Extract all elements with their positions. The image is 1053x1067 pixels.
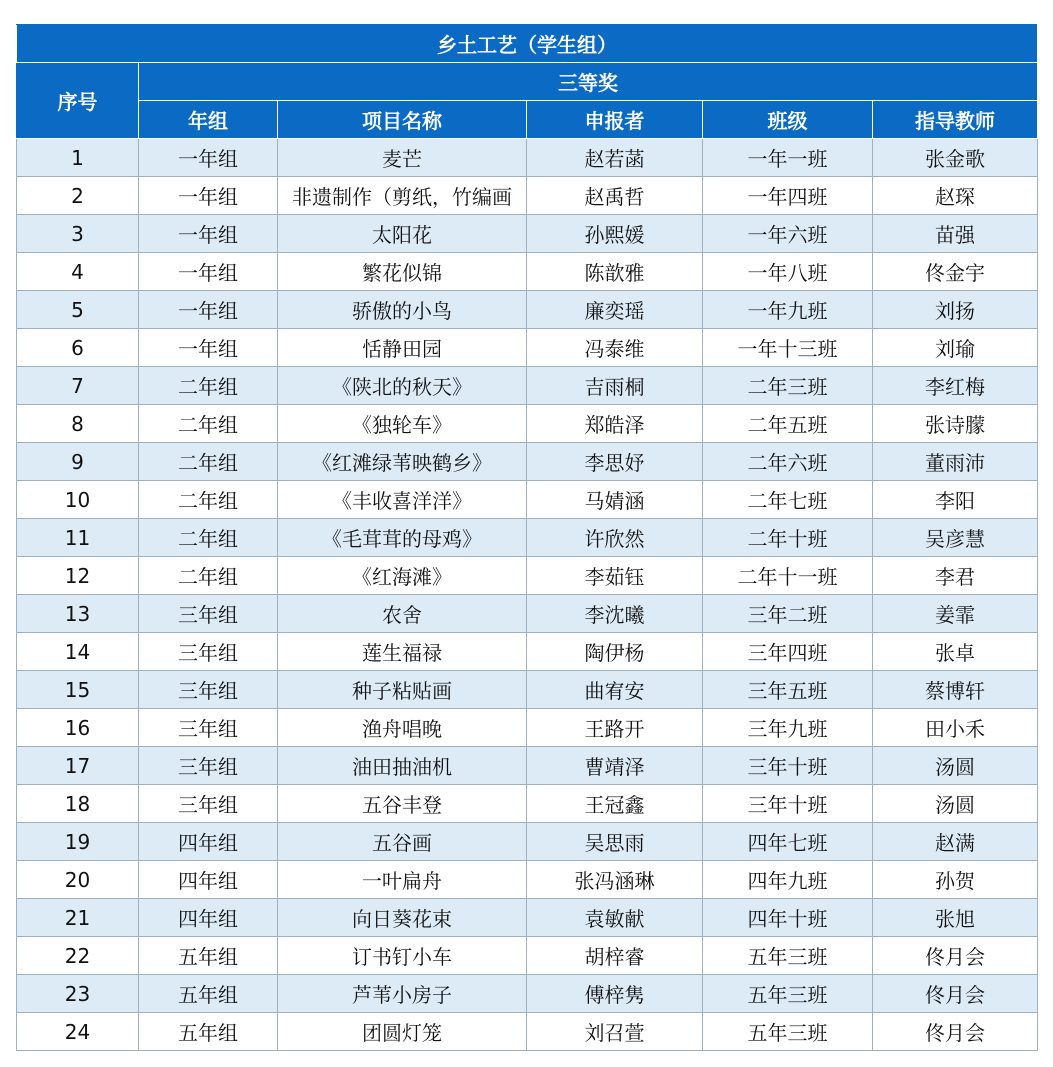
table-row [17, 785, 1038, 823]
cell-teacher: 蔡博轩 [873, 671, 1038, 709]
cell-index: 6 [17, 329, 139, 367]
table-row [17, 747, 1038, 785]
cell-applicant: 曹靖泽 [527, 747, 703, 785]
table-row [17, 633, 1038, 671]
cell-index: 17 [17, 747, 139, 785]
cell-class: 三年十班 [703, 747, 873, 785]
cell-index: 9 [17, 443, 139, 481]
table-row [17, 937, 1038, 975]
cell-teacher: 张卓 [873, 633, 1038, 671]
table-row [17, 709, 1038, 747]
cell-grade-group: 一年组 [139, 253, 278, 291]
cell-applicant: 胡梓睿 [527, 937, 703, 975]
cell-index: 1 [17, 139, 139, 177]
cell-project: 油田抽油机 [278, 747, 527, 785]
cell-applicant: 许欣然 [527, 519, 703, 557]
cell-grade-group: 四年组 [139, 899, 278, 937]
cell-project: 渔舟唱晚 [278, 709, 527, 747]
cell-grade-group: 三年组 [139, 785, 278, 823]
award-table-sheet [16, 24, 1037, 1051]
header-grade-group: 年组 [139, 101, 278, 139]
cell-project: 团圆灯笼 [278, 1013, 527, 1051]
cell-applicant: 冯泰维 [527, 329, 703, 367]
cell-grade-group: 一年组 [139, 139, 278, 177]
cell-applicant: 曲宥安 [527, 671, 703, 709]
cell-grade-group: 一年组 [139, 329, 278, 367]
cell-class: 三年二班 [703, 595, 873, 633]
cell-applicant: 袁敏献 [527, 899, 703, 937]
table-row [17, 519, 1038, 557]
cell-teacher: 赵满 [873, 823, 1038, 861]
cell-project: 繁花似锦 [278, 253, 527, 291]
cell-applicant: 李思妤 [527, 443, 703, 481]
cell-project: 《毛茸茸的母鸡》 [278, 519, 527, 557]
cell-grade-group: 三年组 [139, 633, 278, 671]
cell-teacher: 汤圆 [873, 747, 1038, 785]
cell-applicant: 孙熙媛 [527, 215, 703, 253]
header-teacher: 指导教师 [873, 101, 1038, 139]
cell-applicant: 赵若菡 [527, 139, 703, 177]
table-row [17, 253, 1038, 291]
cell-class: 三年四班 [703, 633, 873, 671]
cell-index: 4 [17, 253, 139, 291]
cell-class: 一年十三班 [703, 329, 873, 367]
cell-teacher: 张旭 [873, 899, 1038, 937]
cell-index: 18 [17, 785, 139, 823]
cell-class: 四年七班 [703, 823, 873, 861]
table-row [17, 215, 1038, 253]
table-row [17, 405, 1038, 443]
cell-index: 23 [17, 975, 139, 1013]
cell-class: 一年九班 [703, 291, 873, 329]
cell-project: 一叶扁舟 [278, 861, 527, 899]
cell-teacher: 汤圆 [873, 785, 1038, 823]
cell-applicant: 刘召萱 [527, 1013, 703, 1051]
cell-index: 20 [17, 861, 139, 899]
cell-teacher: 田小禾 [873, 709, 1038, 747]
cell-grade-group: 二年组 [139, 519, 278, 557]
cell-applicant: 张冯涵琳 [527, 861, 703, 899]
cell-teacher: 孙贺 [873, 861, 1038, 899]
cell-class: 四年九班 [703, 861, 873, 899]
cell-grade-group: 三年组 [139, 747, 278, 785]
cell-index: 3 [17, 215, 139, 253]
cell-applicant: 赵禹哲 [527, 177, 703, 215]
cell-index: 13 [17, 595, 139, 633]
cell-applicant: 王路开 [527, 709, 703, 747]
cell-class: 一年八班 [703, 253, 873, 291]
cell-teacher: 苗强 [873, 215, 1038, 253]
cell-index: 7 [17, 367, 139, 405]
cell-index: 24 [17, 1013, 139, 1051]
cell-project: 太阳花 [278, 215, 527, 253]
cell-teacher: 刘瑜 [873, 329, 1038, 367]
cell-class: 一年一班 [703, 139, 873, 177]
cell-project: 向日葵花束 [278, 899, 527, 937]
table-row [17, 443, 1038, 481]
cell-applicant: 李沈曦 [527, 595, 703, 633]
cell-grade-group: 二年组 [139, 405, 278, 443]
table-title: 乡土工艺（学生组） [17, 25, 1038, 63]
cell-applicant: 廉奕瑶 [527, 291, 703, 329]
cell-grade-group: 二年组 [139, 557, 278, 595]
cell-grade-group: 二年组 [139, 443, 278, 481]
cell-class: 二年十班 [703, 519, 873, 557]
table-row [17, 1013, 1038, 1051]
cell-project: 恬静田园 [278, 329, 527, 367]
cell-index: 22 [17, 937, 139, 975]
table-row [17, 177, 1038, 215]
cell-class: 二年十一班 [703, 557, 873, 595]
cell-class: 二年五班 [703, 405, 873, 443]
cell-teacher: 董雨沛 [873, 443, 1038, 481]
cell-applicant: 吉雨桐 [527, 367, 703, 405]
cell-project: 《红海滩》 [278, 557, 527, 595]
cell-grade-group: 四年组 [139, 861, 278, 899]
header-project: 项目名称 [278, 101, 527, 139]
cell-project: 莲生福禄 [278, 633, 527, 671]
table-row [17, 367, 1038, 405]
cell-teacher: 姜霏 [873, 595, 1038, 633]
cell-class: 三年十班 [703, 785, 873, 823]
header-class: 班级 [703, 101, 873, 139]
cell-index: 14 [17, 633, 139, 671]
cell-index: 8 [17, 405, 139, 443]
cell-project: 《丰收喜洋洋》 [278, 481, 527, 519]
cell-grade-group: 二年组 [139, 367, 278, 405]
cell-teacher: 张诗朦 [873, 405, 1038, 443]
cell-project: 麦芒 [278, 139, 527, 177]
header-index: 序号 [17, 63, 139, 139]
cell-applicant: 王冠鑫 [527, 785, 703, 823]
table-row [17, 139, 1038, 177]
table-row [17, 329, 1038, 367]
table-row [17, 823, 1038, 861]
cell-project: 农舍 [278, 595, 527, 633]
cell-class: 五年三班 [703, 1013, 873, 1051]
cell-class: 五年三班 [703, 937, 873, 975]
award-level: 三等奖 [139, 63, 1038, 101]
cell-applicant: 马婧涵 [527, 481, 703, 519]
cell-index: 2 [17, 177, 139, 215]
cell-class: 三年五班 [703, 671, 873, 709]
cell-class: 二年三班 [703, 367, 873, 405]
table-row [17, 861, 1038, 899]
cell-grade-group: 一年组 [139, 291, 278, 329]
cell-grade-group: 五年组 [139, 1013, 278, 1051]
table-row [17, 481, 1038, 519]
table-row [17, 899, 1038, 937]
cell-teacher: 佟月会 [873, 1013, 1038, 1051]
cell-project: 《独轮车》 [278, 405, 527, 443]
cell-class: 三年九班 [703, 709, 873, 747]
cell-index: 11 [17, 519, 139, 557]
cell-grade-group: 五年组 [139, 975, 278, 1013]
cell-project: 五谷画 [278, 823, 527, 861]
cell-applicant: 陈歆雅 [527, 253, 703, 291]
table-row [17, 595, 1038, 633]
table-row [17, 557, 1038, 595]
table-header [17, 25, 1038, 139]
cell-applicant: 李茹钰 [527, 557, 703, 595]
cell-project: 订书钉小车 [278, 937, 527, 975]
cell-project: 芦苇小房子 [278, 975, 527, 1013]
cell-project: 《红滩绿苇映鹤乡》 [278, 443, 527, 481]
cell-class: 四年十班 [703, 899, 873, 937]
cell-project: 《陕北的秋天》 [278, 367, 527, 405]
table-row [17, 975, 1038, 1013]
cell-applicant: 傅梓隽 [527, 975, 703, 1013]
award-table [16, 24, 1038, 1051]
cell-applicant: 陶伊杨 [527, 633, 703, 671]
cell-class: 五年三班 [703, 975, 873, 1013]
cell-teacher: 李君 [873, 557, 1038, 595]
cell-teacher: 佟金宇 [873, 253, 1038, 291]
cell-index: 10 [17, 481, 139, 519]
cell-teacher: 佟月会 [873, 937, 1038, 975]
cell-teacher: 李阳 [873, 481, 1038, 519]
cell-class: 一年六班 [703, 215, 873, 253]
cell-grade-group: 三年组 [139, 671, 278, 709]
cell-project: 非遗制作（剪纸，竹编画 [278, 177, 527, 215]
cell-index: 19 [17, 823, 139, 861]
cell-project: 骄傲的小鸟 [278, 291, 527, 329]
cell-grade-group: 三年组 [139, 709, 278, 747]
cell-index: 12 [17, 557, 139, 595]
header-applicant: 申报者 [527, 101, 703, 139]
cell-teacher: 吴彦慧 [873, 519, 1038, 557]
table-row [17, 291, 1038, 329]
cell-index: 5 [17, 291, 139, 329]
table-body [17, 139, 1038, 1051]
cell-project: 五谷丰登 [278, 785, 527, 823]
cell-teacher: 张金歌 [873, 139, 1038, 177]
cell-grade-group: 一年组 [139, 215, 278, 253]
cell-class: 二年七班 [703, 481, 873, 519]
cell-teacher: 刘扬 [873, 291, 1038, 329]
cell-applicant: 吴思雨 [527, 823, 703, 861]
cell-index: 21 [17, 899, 139, 937]
cell-class: 一年四班 [703, 177, 873, 215]
cell-grade-group: 五年组 [139, 937, 278, 975]
cell-teacher: 李红梅 [873, 367, 1038, 405]
cell-applicant: 郑皓泽 [527, 405, 703, 443]
cell-index: 16 [17, 709, 139, 747]
cell-teacher: 赵琛 [873, 177, 1038, 215]
cell-grade-group: 一年组 [139, 177, 278, 215]
cell-grade-group: 二年组 [139, 481, 278, 519]
cell-class: 二年六班 [703, 443, 873, 481]
cell-grade-group: 三年组 [139, 595, 278, 633]
table-row [17, 671, 1038, 709]
cell-grade-group: 四年组 [139, 823, 278, 861]
cell-index: 15 [17, 671, 139, 709]
cell-teacher: 佟月会 [873, 975, 1038, 1013]
cell-project: 种子粘贴画 [278, 671, 527, 709]
